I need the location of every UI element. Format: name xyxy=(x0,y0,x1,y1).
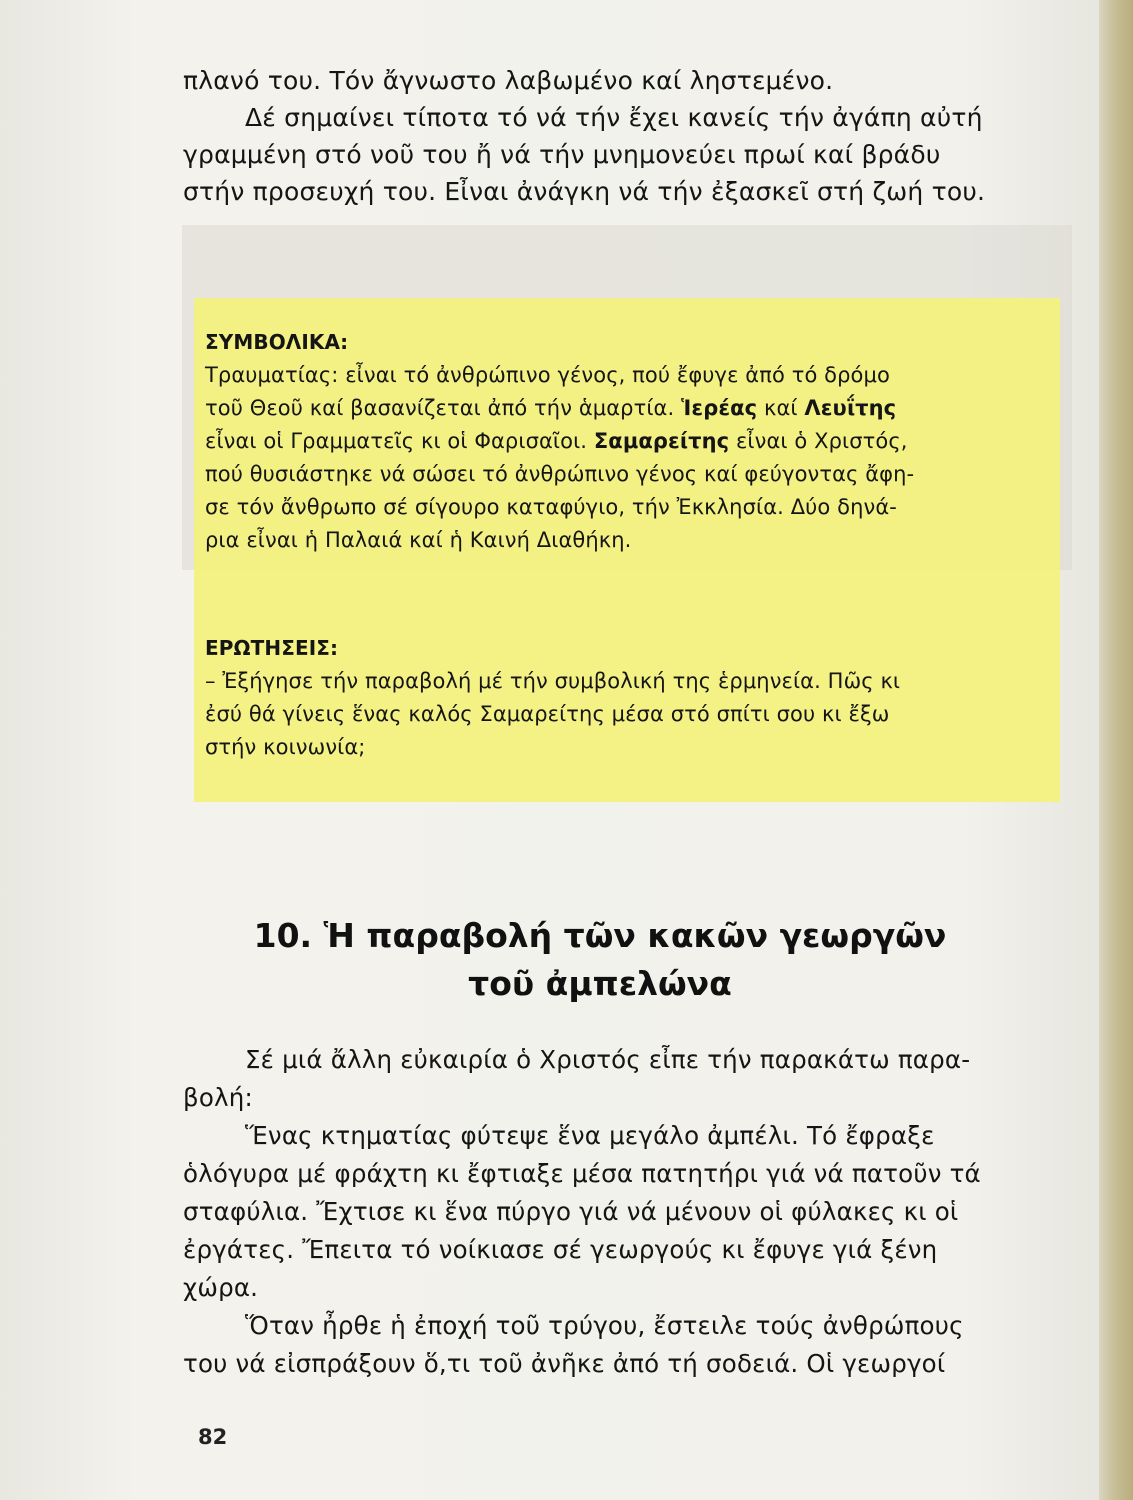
text-line: ἐσύ θά γίνεις ἕνας καλός Σαμαρείτης μέσα στό σπίτι σου κι ἔξω xyxy=(205,702,890,726)
symbolika-section xyxy=(205,326,1055,557)
text-line: Σέ μιά ἄλλη εὐκαιρία ὁ Χριστός εἶπε τήν παρακάτω παρα- xyxy=(245,1045,971,1074)
chapter-title-line: 10. Ἡ παραβολή τῶν κακῶν γεωργῶν xyxy=(253,916,947,955)
text-line: ρια εἶναι ἡ Παλαιά καί ἡ Καινή Διαθήκη. xyxy=(205,528,632,552)
text-line: σε τόν ἄνθρωπο σέ σίγουρο καταφύγιο, τήν Ἐκκλησία. Δύο δηνά- xyxy=(205,495,897,519)
text-segment: εἶναι ὁ Χριστός, xyxy=(729,429,908,453)
text-line: Ἕνας κτηματίας φύτεψε ἕνα μεγάλο ἀμπέλι. Τό ἔφραξε xyxy=(245,1121,935,1150)
text-line xyxy=(205,425,1055,458)
text-line: ἐργάτες. Ἔπειτα τό νοίκιασε σέ γεωργούς κι ἔφυγε γιά ξένη xyxy=(183,1235,938,1264)
symbolika-heading: ΣΥΜΒΟΛΙΚΑ: xyxy=(205,330,349,354)
bold-term: Ἱερέας xyxy=(681,396,758,420)
text-line: πού θυσιάστηκε νά σώσει τό ἀνθρώπινο γένος καί φεύγοντας ἄφη- xyxy=(205,462,915,486)
text-line: σταφύλια. Ἔχτισε κι ἕνα πύργο γιά νά μένουν οἱ φύλακες κι οἱ xyxy=(183,1197,959,1226)
text-line: βολή: xyxy=(183,1083,253,1112)
bold-term: Σαμαρείτης xyxy=(593,429,730,453)
page-edge-shadow xyxy=(1099,0,1133,1500)
bottom-paragraph xyxy=(183,1041,1063,1383)
bold-term: Λευΐτης xyxy=(804,396,897,420)
page-number: 82 xyxy=(198,1425,228,1449)
text-line: πλανό του. Τόν ἄγνωστο λαβωμένο καί ληστεμένο. xyxy=(183,66,834,95)
text-line: – Ἐξήγησε τήν παραβολή μέ τήν συμβολική της ἑρμηνεία. Πῶς κι xyxy=(205,669,901,693)
text-line: Δέ σημαίνει τίποτα τό νά τήν ἔχει κανείς τήν ἀγάπη αὐτή xyxy=(245,103,983,132)
text-line: Ὅταν ἦρθε ἡ ἐποχή τοῦ τρύγου, ἔστειλε τούς ἀνθρώπους xyxy=(245,1311,964,1340)
text-line xyxy=(205,392,1055,425)
text-line: ὁλόγυρα μέ φράχτη κι ἔφτιαξε μέσα πατητήρι γιά νά πατοῦν τά xyxy=(183,1159,981,1188)
text-line: στήν κοινωνία; xyxy=(205,735,366,759)
text-line: στήν προσευχή του. Εἶναι ἀνάγκη νά τήν ἐξασκεῖ στή ζωή του. xyxy=(183,177,986,206)
text-segment: εἶναι οἱ Γραμματεῖς κι οἱ Φαρισαῖοι. xyxy=(205,429,594,453)
text-line: γραμμένη στό νοῦ του ἤ νά τήν μνημονεύει πρωί καί βράδυ xyxy=(183,140,941,169)
text-line: χώρα. xyxy=(183,1273,259,1302)
chapter-title-line: τοῦ ἀμπελώνα xyxy=(468,964,732,1003)
text-segment: καί xyxy=(757,396,805,420)
erotiseis-heading: ΕΡΩΤΗΣΕΙΣ: xyxy=(205,636,339,660)
chapter-title xyxy=(160,912,1040,1008)
text-line: Τραυματίας: εἶναι τό ἀνθρώπινο γένος, πού ἔφυγε ἀπό τό δρόμο xyxy=(205,363,890,387)
top-paragraph xyxy=(183,62,1063,210)
erotiseis-section xyxy=(205,632,1055,764)
text-segment: τοῦ Θεοῦ καί βασανίζεται ἀπό τήν ἁμαρτία. xyxy=(205,396,682,420)
text-line: του νά εἰσπράξουν ὅ,τι τοῦ ἀνῆκε ἀπό τή σοδειά. Οἱ γεωργοί xyxy=(183,1349,946,1378)
